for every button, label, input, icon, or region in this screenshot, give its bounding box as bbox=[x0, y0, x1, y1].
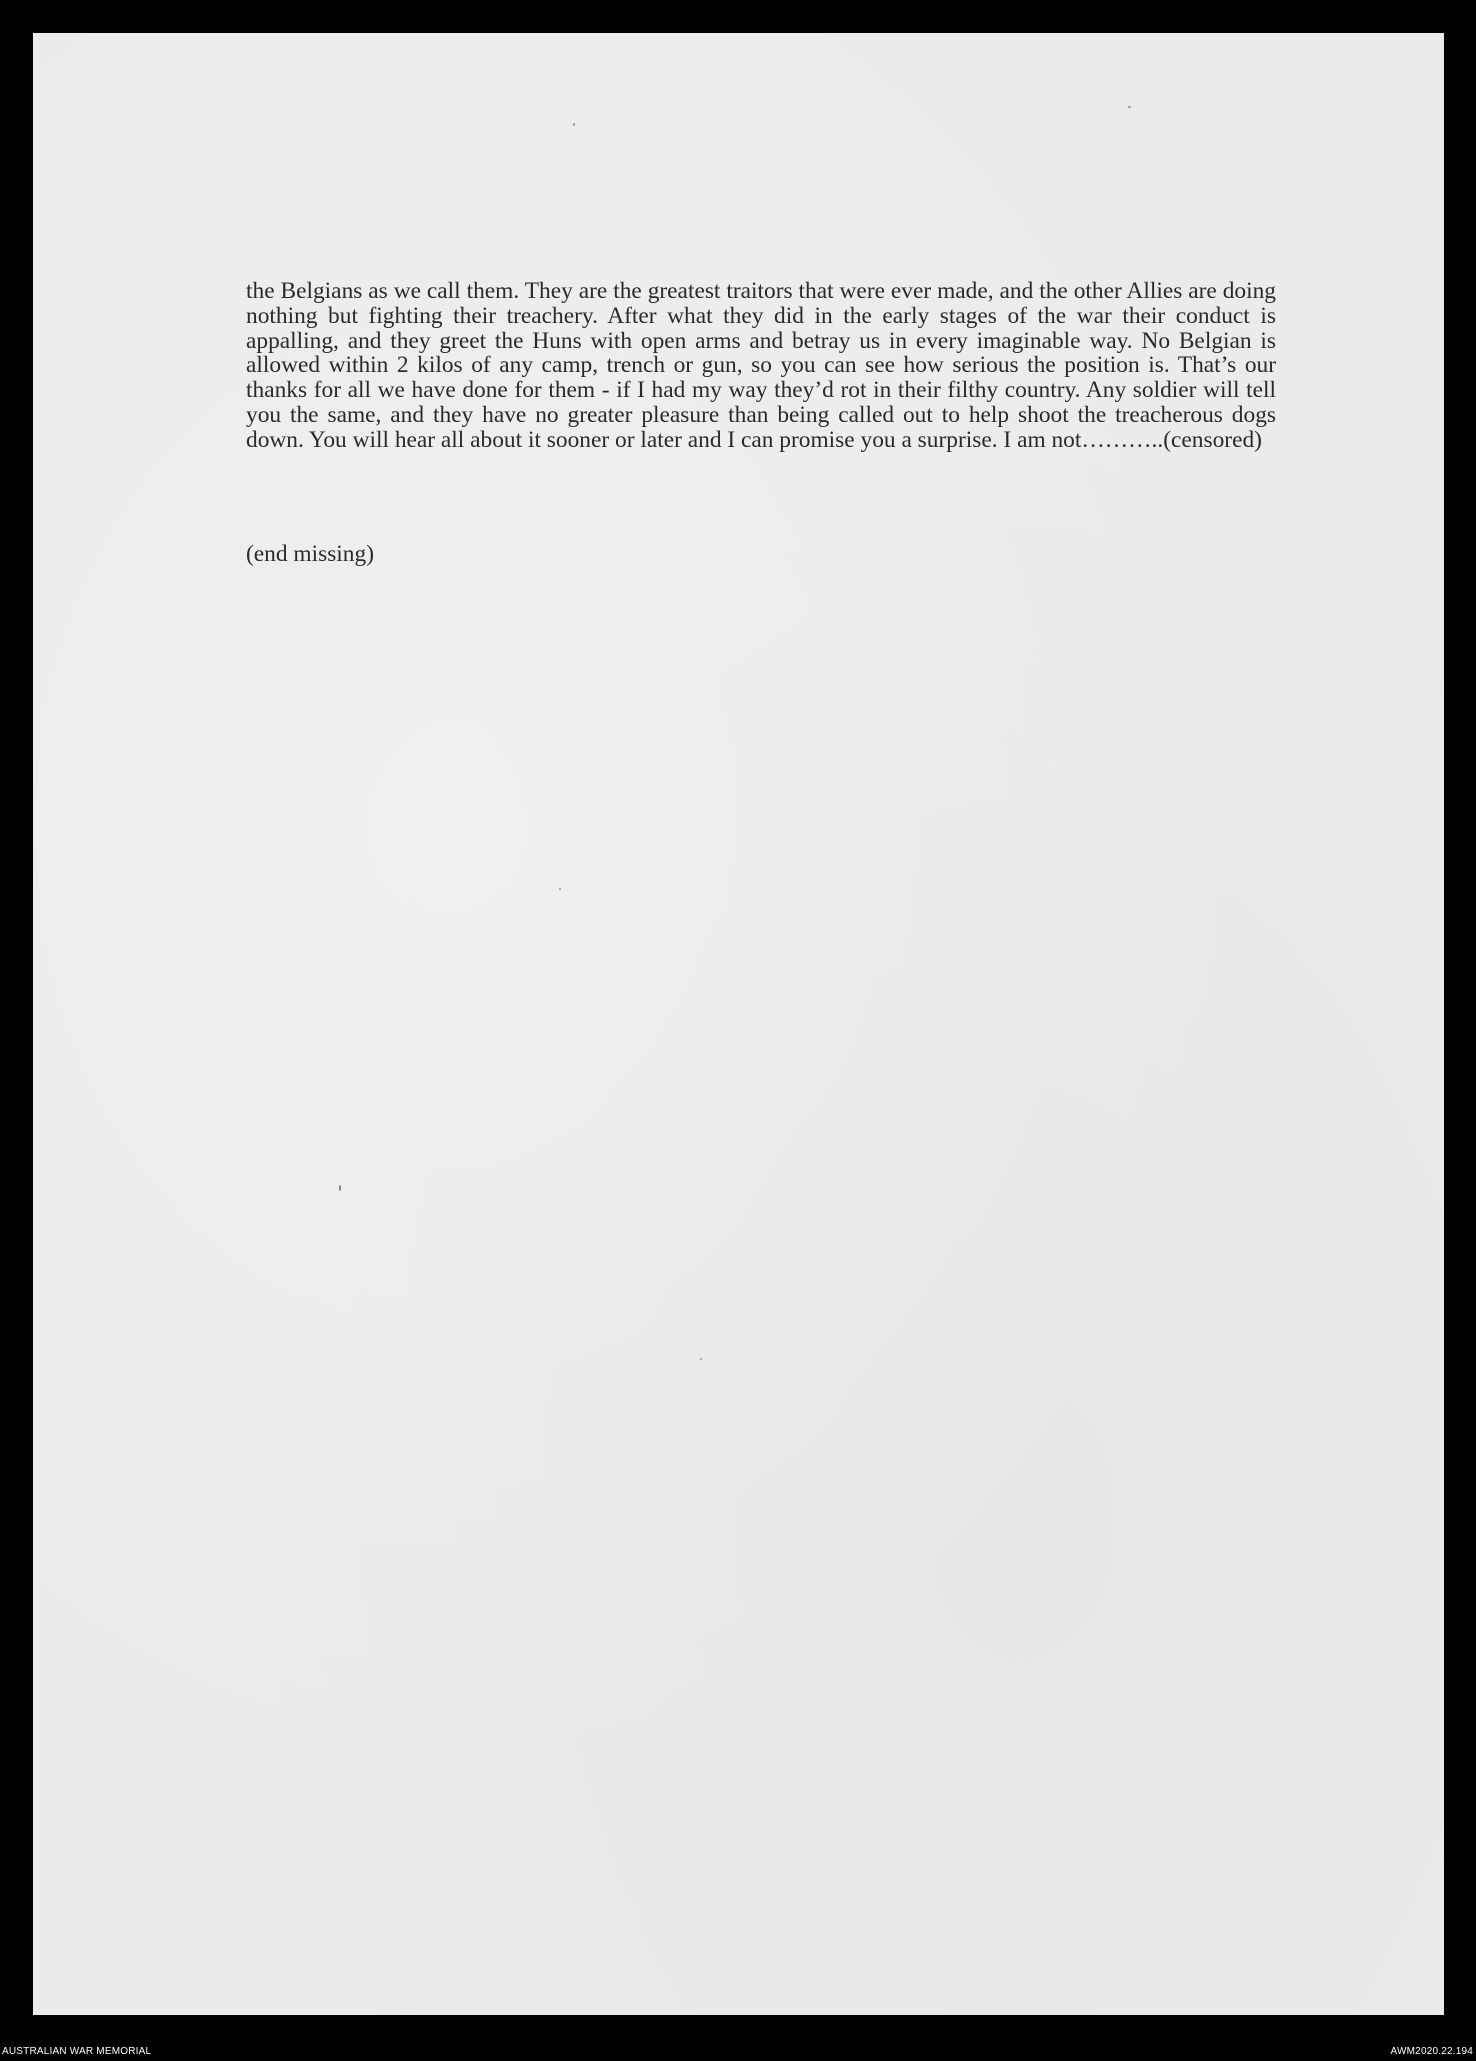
paper-speck bbox=[559, 888, 561, 890]
paper-speck bbox=[700, 1358, 702, 1360]
footer-institution: AUSTRALIAN WAR MEMORIAL bbox=[2, 2046, 152, 2057]
document-page bbox=[33, 33, 1444, 2015]
footer-reference: AWM2020.22.194 bbox=[1390, 2046, 1473, 2057]
paper-speck bbox=[1128, 106, 1131, 108]
letter-body-paragraph: the Belgians as we call them. They are the greatest traitors that were ever made, and the other Allies are doing nothing but fighting their treachery. After what they did in the early stages of the war their conduct is appalling, and they greet the Huns with open arms and betray us in every imaginable way. No Belgian is allowed within 2 kilos of any camp, trench or gun, so you can see how serious the position is. That’s our thanks for all we have done for them - if I had my way they’d rot in their filthy country. Any soldier will tell you the same, and they have no greater pleasure than being called out to help shoot the treacherous dogs down. You will hear all about it sooner or later and I can promise you a surprise. I am not………..(censored) bbox=[246, 278, 1276, 453]
paper-speck bbox=[573, 123, 575, 126]
end-missing-note: (end missing) bbox=[246, 541, 374, 567]
paper-speck bbox=[339, 1185, 341, 1191]
